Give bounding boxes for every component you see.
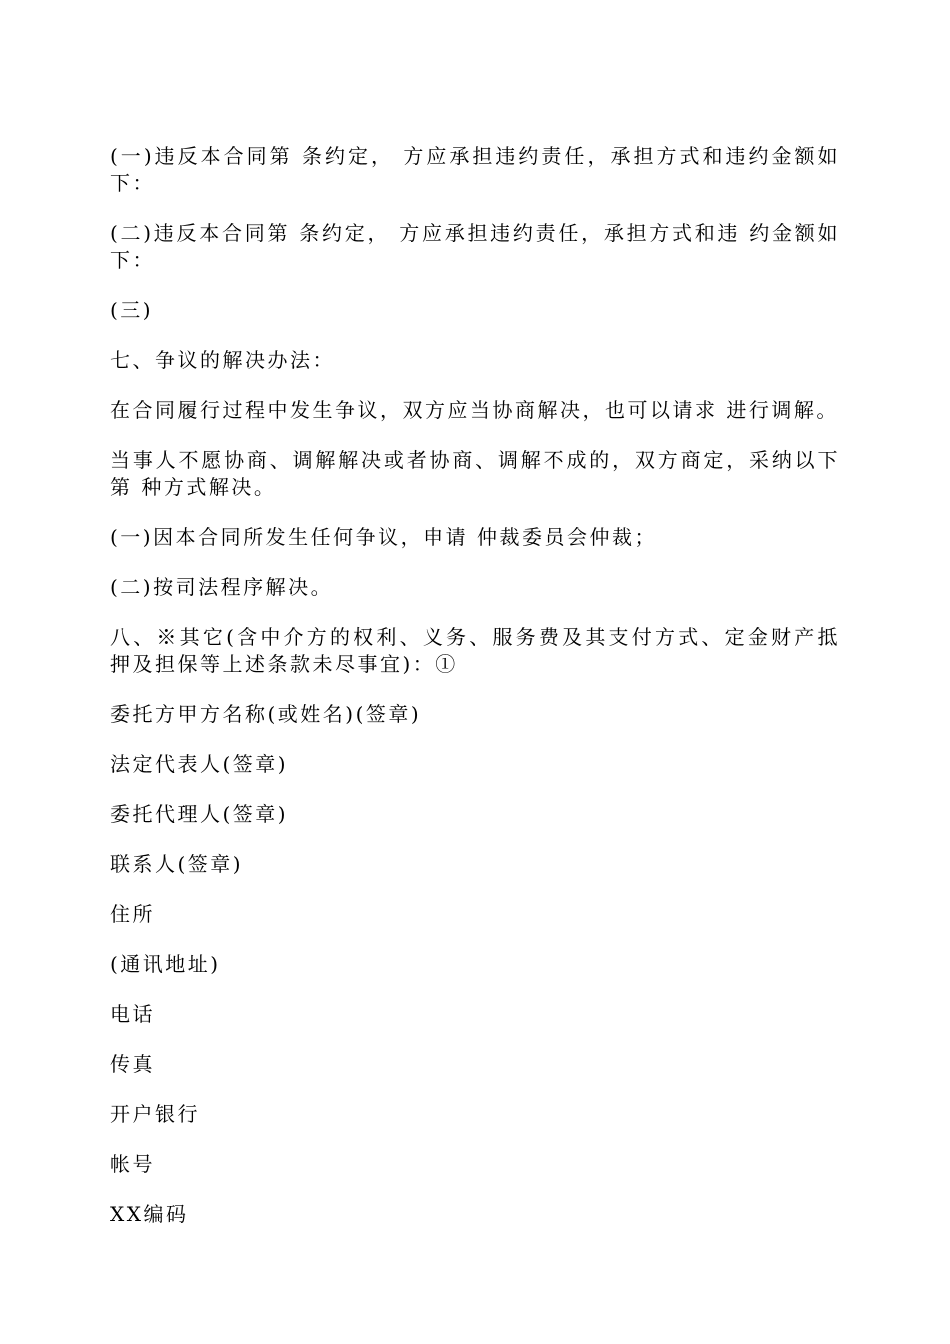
signature-field-contact: 联系人(签章) (110, 852, 244, 876)
clause-breach-3: (三) (110, 298, 154, 322)
contract-body (110, 143, 840, 1251)
dispute-negotiation-text: 在合同履行过程中发生争议，双方应当协商解决，也可以请求 进行调解。 (110, 398, 839, 422)
dispute-methods-text: 当事人不愿协商、调解解决或者协商、调解不成的，双方商定，采纳以下第 种方式解决。 (110, 448, 840, 499)
dispute-option-arbitration: (一)因本合同所发生任何争议，申请 仲裁委员会仲裁； (110, 525, 657, 549)
clause-breach-1: (一)违反本合同第 条约定， 方应承担违约责任，承担方式和违约金额如下： (110, 144, 840, 195)
section-heading-dispute: 七、争议的解决办法： (110, 348, 335, 372)
signature-field-client-name: 委托方甲方名称(或姓名)(签章) (110, 702, 422, 726)
section-heading-other: 八、※其它(含中介方的权利、义务、服务费及其支付方式、定金财产抵押及担保等上述条款未尽事宜)：① (110, 625, 840, 676)
signature-field-agent: 委托代理人(签章) (110, 802, 289, 826)
field-mailing-address: (通讯地址) (110, 952, 221, 976)
field-postal-code: XX编码 (110, 1202, 189, 1226)
dispute-option-judicial: (二)按司法程序解决。 (110, 575, 334, 599)
field-phone: 电话 (110, 1002, 155, 1026)
field-account-number: 帐号 (110, 1152, 155, 1176)
signature-field-legal-rep: 法定代表人(签章) (110, 752, 289, 776)
clause-breach-2: (二)违反本合同第 条约定， 方应承担违约责任，承担方式和违 约金额如下： (110, 221, 840, 272)
field-residence: 住所 (110, 902, 155, 926)
field-fax: 传真 (110, 1052, 155, 1076)
field-bank: 开户银行 (110, 1102, 200, 1126)
